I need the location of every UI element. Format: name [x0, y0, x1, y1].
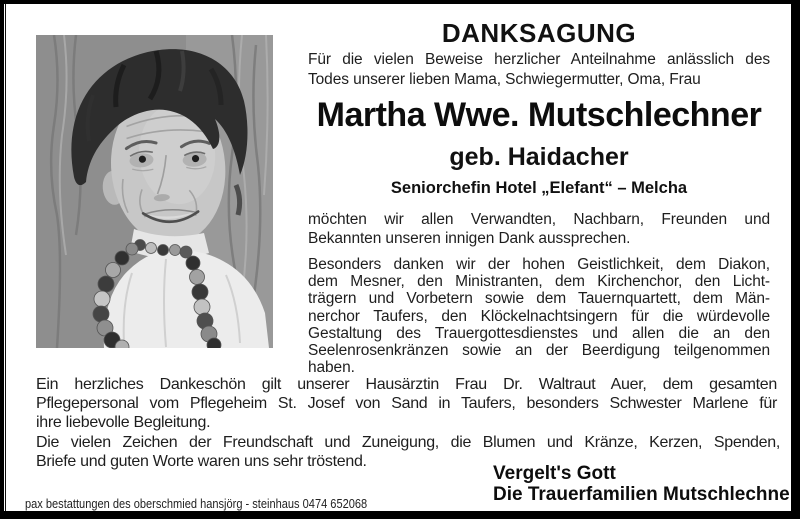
text-line: Briefe und guten Worte waren uns sehr tröstend.: [36, 452, 367, 470]
role-subtitle: Seniorchefin Hotel „Elefant“ – Melcha: [390, 179, 688, 197]
text-line: Todes unserer lieben Mama, Schwiegermutter, Oma, Frau: [308, 70, 701, 88]
portrait-photo: [36, 35, 273, 348]
text-line: trägern und Vorbetern sowie dem Tauernquartett, dem Män-: [308, 290, 770, 308]
text-line: Pflegepersonal vom Pflegeheim St. Josef von Sand in Taufers, besonders Schwester Marlene für: [36, 395, 777, 412]
text-line: ihre liebevolle Begleitung.: [36, 414, 211, 431]
text-line: Seelenrosenkränzen sowie an der Beerdigung teilgenommen: [308, 342, 770, 360]
text-line: Gestaltung des Trauergottesdienstes und allen die an den: [308, 324, 770, 342]
portrait-svg: [36, 35, 273, 348]
text-line: Die vielen Zeichen der Freundschaft und Zuneigung, die Blumen und Kränze, Kerzen, Spenden,: [36, 434, 780, 451]
thanks-doctor-paragraph: [36, 375, 777, 432]
birth-name: geb. Haidacher: [449, 143, 629, 171]
thanks-general-paragraph: [308, 211, 770, 249]
funeral-home-footer: pax bestattungen des oberschmied hansjörg - steinhaus 0474 652068: [25, 496, 368, 511]
text-line: Besonders danken wir der hohen Geistlichkeit, dem Diakon,: [308, 256, 770, 273]
text-line: Ein herzliches Dankeschön gilt unserer Hausärztin Frau Dr. Waltraut Auer, dem gesamten: [36, 376, 777, 393]
text-line: nerchor Taufers, den Klöckelnachtsingern für die würdevolle: [308, 307, 770, 325]
text-line: möchten wir allen Verwandten, Nachbarn, Freunden und: [308, 211, 770, 228]
intro-paragraph: [308, 50, 770, 89]
signature-family: Die Trauerfamilien Mutschlechner: [493, 484, 798, 505]
thanks-special-paragraph: [308, 256, 770, 376]
inner-border-rule: [5, 0, 6, 519]
text-line: dem Mesner, den Ministranten, dem Kirchenchor, den Licht-: [308, 273, 770, 291]
deceased-name-heading: Martha Wwe. Mutschlechner: [316, 96, 762, 134]
text-line: haben.: [308, 359, 355, 377]
signature-block: [493, 463, 797, 505]
text-line: Für die vielen Beweise herzlicher Anteilnahme anlässlich des: [308, 51, 770, 68]
notice-title: DANKSAGUNG: [441, 18, 637, 48]
signature-thanks: Vergelt's Gott: [493, 463, 616, 484]
text-line: Bekannten unseren innigen Dank aussprechen.: [308, 229, 631, 247]
